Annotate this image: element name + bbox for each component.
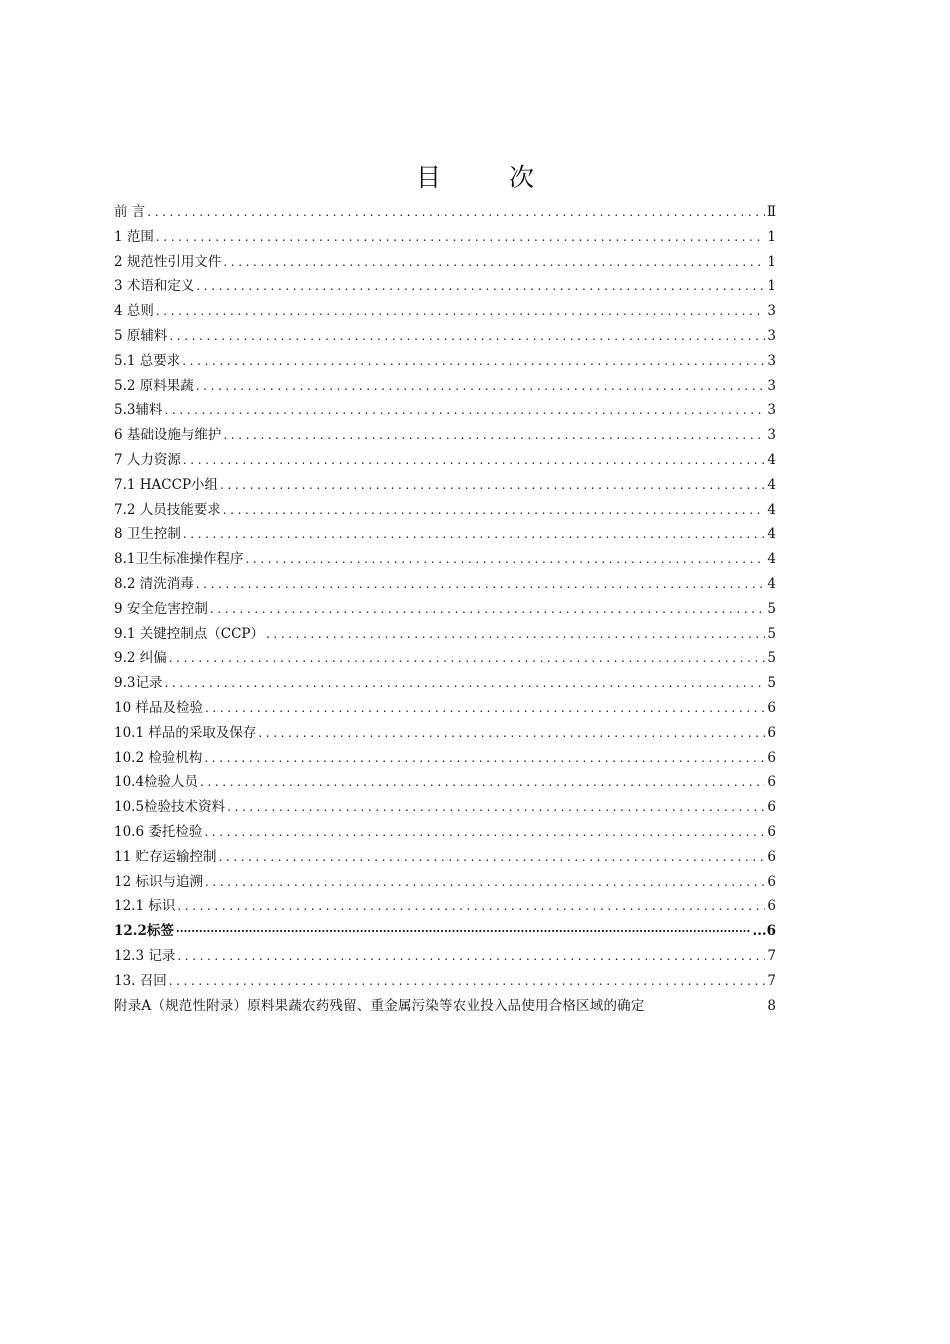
toc-dot-leader	[183, 448, 766, 473]
toc-dot-leader	[177, 944, 765, 969]
toc-entry[interactable]	[114, 597, 776, 622]
toc-dot-leader	[196, 274, 765, 299]
toc-entry[interactable]	[114, 770, 776, 795]
toc-entry[interactable]	[114, 894, 776, 919]
toc-dot-leader	[196, 572, 766, 597]
toc-entry-label: 12 标识与追溯	[114, 873, 203, 890]
toc-entry[interactable]	[114, 398, 776, 423]
toc-dot-leader	[218, 845, 765, 870]
toc-entry[interactable]	[114, 200, 776, 225]
toc-entry-page: 5	[767, 625, 776, 642]
toc-entry[interactable]	[114, 274, 776, 299]
toc-entry[interactable]	[114, 622, 776, 647]
toc-dot-leader	[164, 671, 765, 696]
toc-entry-page: 6	[767, 898, 776, 915]
toc-dot-leader	[147, 200, 765, 225]
toc-entry-label: 12.2标签	[114, 923, 174, 940]
toc-entry-label: 9.1 关键控制点（CCP）	[114, 625, 265, 642]
toc-entry[interactable]	[114, 994, 776, 1019]
toc-entry-label: 10 样品及检验	[114, 699, 203, 716]
toc-entry-page: 3	[767, 427, 776, 444]
toc-entry-page: 5	[767, 675, 776, 692]
toc-entry-page: 6	[767, 823, 776, 840]
toc-entry-label: 9.2 纠偏	[114, 650, 167, 667]
toc-entry-page: 6	[767, 774, 776, 791]
toc-entry-label: 7.1 HACCP小组	[114, 476, 219, 493]
toc-entry-label: 11 贮存运输控制	[114, 848, 217, 865]
toc-entry-label: 附录A（规范性附录）原料果蔬农药残留、重金属污染等农业投入品使用合格区域的确定	[114, 997, 645, 1014]
toc-entry-label: 8.2 清洗消毒	[114, 575, 194, 592]
toc-entry-page: 1	[767, 228, 776, 245]
toc-entry-page: 3	[767, 402, 776, 419]
toc-entry-page: 4	[767, 526, 776, 543]
toc-entry[interactable]	[114, 795, 776, 820]
toc-dot-leader	[223, 250, 765, 275]
toc-entry-page: Ⅱ	[766, 204, 776, 220]
toc-entry[interactable]	[114, 820, 776, 845]
toc-entry-label: 10.1 样品的采取及保存	[114, 724, 257, 741]
toc-entry[interactable]	[114, 870, 776, 895]
toc-dot-leader	[223, 498, 766, 523]
toc-dot-leader	[169, 969, 766, 994]
toc-dot-leader	[258, 721, 765, 746]
toc-entry[interactable]	[114, 721, 776, 746]
toc-dot-leader	[182, 349, 765, 374]
toc-entry-page: 6	[767, 699, 776, 716]
toc-entry-page: 8	[767, 997, 776, 1014]
toc-entry[interactable]	[114, 547, 776, 572]
toc-dot-leader	[245, 547, 765, 572]
toc-entry-label: 4 总则	[114, 303, 154, 320]
toc-entry-page: 3	[767, 327, 776, 344]
toc-dot-leader	[210, 597, 766, 622]
toc-entry-page: 3	[767, 303, 776, 320]
toc-dot-leader	[223, 423, 765, 448]
toc-entry[interactable]	[114, 374, 776, 399]
toc-dot-leader	[205, 870, 765, 895]
toc-entry[interactable]	[114, 324, 776, 349]
toc-entry[interactable]	[114, 225, 776, 250]
toc-entry-label: 10.2 检验机构	[114, 749, 203, 766]
toc-entry-label: 8 卫生控制	[114, 526, 181, 543]
toc-entry-page: 3	[767, 352, 776, 369]
toc-entry[interactable]	[114, 448, 776, 473]
toc-entry-label: 10.5检验技术资料	[114, 799, 226, 816]
toc-entry-page: 4	[767, 476, 776, 493]
toc-entry-page: 4	[767, 451, 776, 468]
toc-dot-leader	[156, 299, 766, 324]
toc-entry[interactable]	[114, 746, 776, 771]
toc-entry-page: 5	[767, 650, 776, 667]
toc-entry-label: 1 范围	[114, 228, 154, 245]
toc-dot-leader	[204, 820, 765, 845]
toc-entry[interactable]	[114, 944, 776, 969]
toc-dot-leader	[183, 522, 766, 547]
toc-entry[interactable]	[114, 522, 776, 547]
toc-entry-label: 8.1卫生标准操作程序	[114, 551, 244, 568]
toc-entry-label: 前 言	[114, 204, 146, 220]
toc-dot-leader	[266, 622, 765, 647]
toc-dot-leader	[169, 646, 766, 671]
toc-dot-leader	[177, 894, 765, 919]
toc-entry-page: 6	[767, 848, 776, 865]
toc-entry-page: 6	[767, 873, 776, 890]
toc-entry-label: 12.1 标识	[114, 898, 176, 915]
toc-entry-label: 2 规范性引用文件	[114, 253, 222, 270]
toc-entry[interactable]	[114, 696, 776, 721]
toc-entry[interactable]	[114, 572, 776, 597]
toc-entry-label: 3 术语和定义	[114, 278, 195, 295]
toc-entry[interactable]	[114, 349, 776, 374]
toc-entry-label: 5.3辅料	[114, 402, 163, 419]
toc-entry-label: 5 原辅料	[114, 327, 168, 344]
toc-entry[interactable]	[114, 671, 776, 696]
toc-entry-page: 5	[767, 600, 776, 617]
toc-entry[interactable]	[114, 423, 776, 448]
toc-entry-label: 5.2 原料果蔬	[114, 377, 194, 394]
toc-entry[interactable]	[114, 969, 776, 994]
toc-dot-leader	[227, 795, 765, 820]
toc-entry-label: 7.2 人员技能要求	[114, 501, 221, 518]
toc-entry-page: 7	[767, 972, 776, 989]
toc-entry-page: 6	[767, 799, 776, 816]
toc-entry-page: 4	[767, 575, 776, 592]
toc-entry-page: 6	[767, 749, 776, 766]
toc-entry-label: 7 人力资源	[114, 451, 181, 468]
toc-dot-leader	[169, 324, 765, 349]
toc-entry[interactable]	[114, 498, 776, 523]
toc-entry-page: 6	[767, 724, 776, 741]
toc-entry-label: 9.3记录	[114, 675, 163, 692]
toc-entry[interactable]	[114, 919, 776, 944]
toc-entry-label: 9 安全危害控制	[114, 600, 208, 617]
toc-list	[114, 200, 776, 1018]
toc-dot-leader	[220, 473, 765, 498]
toc-dot-leader	[164, 398, 765, 423]
toc-entry-label: 13. 召回	[114, 972, 167, 989]
toc-entry-page: 3	[767, 377, 776, 394]
toc-entry-page: 4	[767, 501, 776, 518]
toc-entry[interactable]	[114, 845, 776, 870]
toc-entry[interactable]	[114, 646, 776, 671]
toc-dot-leader	[156, 225, 766, 250]
toc-dot-leader	[200, 770, 765, 795]
toc-entry[interactable]	[114, 299, 776, 324]
toc-entry-page: 1	[767, 278, 776, 295]
toc-entry-page: 1	[767, 253, 776, 270]
toc-dot-leader	[196, 374, 766, 399]
toc-entry-label: 10.4检验人员	[114, 774, 199, 791]
toc-entry-label: 12.3 记录	[114, 947, 176, 964]
toc-entry[interactable]	[114, 250, 776, 275]
toc-dot-leader	[176, 920, 751, 945]
toc-entry-label: 6 基础设施与维护	[114, 427, 222, 444]
toc-entry-page: 7	[767, 947, 776, 964]
toc-entry-page: ...6	[752, 923, 776, 940]
toc-entry[interactable]	[114, 473, 776, 498]
toc-entry-label: 5.1 总要求	[114, 352, 181, 369]
toc-dot-leader	[204, 746, 765, 771]
toc-entry-page: 4	[767, 551, 776, 568]
toc-entry-label: 10.6 委托检验	[114, 823, 203, 840]
toc-dot-leader	[205, 696, 765, 721]
toc-title: 目 次	[416, 163, 564, 192]
